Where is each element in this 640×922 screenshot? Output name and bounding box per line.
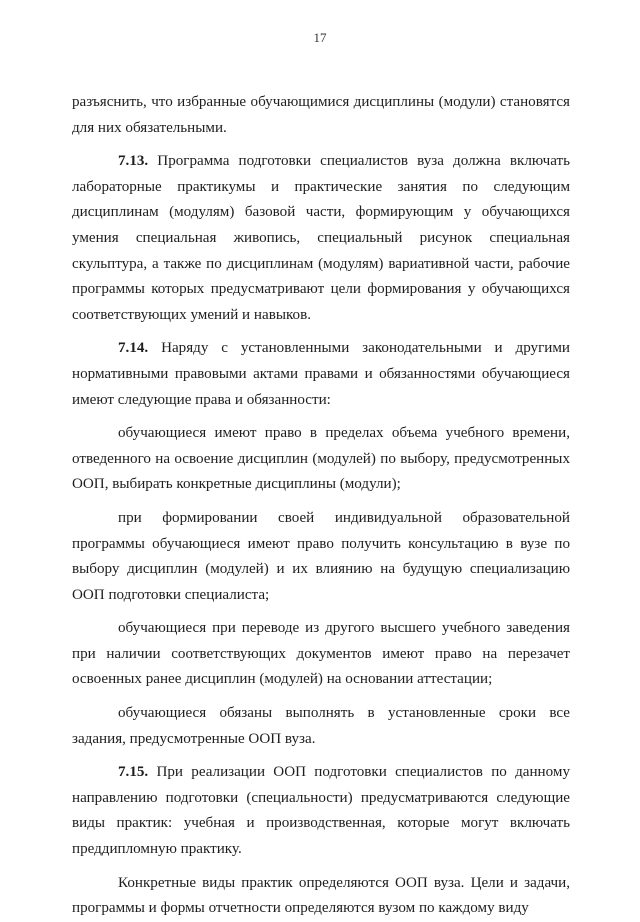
section-number: 7.15.: [118, 764, 149, 781]
paragraph-text: Программа подготовки специалистов вуза должна включать лабораторные практикумы и практические занятия по следующим дисциплинам (модулям) базовой части, формирующим у обучающихся умения специальная живопись, специальный рисунок специальная скульптура, а также по дисциплинам (модулям) вариативной части, рабочие программы которых предусматривают цели формирования у обучающихся соответствующих умений и навыков.: [72, 153, 570, 323]
paragraph-spacer: [72, 498, 570, 506]
paragraph-spacer: [72, 863, 570, 871]
paragraph-text: обучающиеся имеют право в пределах объема учебного времени, отведенного на освоение дисциплин (модулей) по выбору, предусмотренных ООП, выбирать конкретные дисциплины (модули);: [72, 425, 570, 493]
paragraph-text: при формировании своей индивидуальной образовательной программы обучающиеся имеют право получить консультацию в вузе по выбору дисциплин (модулей) и их влиянию на будущую специализацию ООП подготовки специалиста;: [72, 509, 570, 603]
paragraph-p2: [72, 336, 570, 413]
paragraph-text: обучающиеся обязаны выполнять в установленные сроки все задания, предусмотренные ООП вуза.: [72, 705, 570, 747]
document-body: [72, 90, 570, 922]
paragraph-text: Конкретные виды практик определяются ООП вуза. Цели и задачи, программы и формы отчетности определяются вузом по каждому виду: [72, 874, 570, 917]
paragraph-spacer: [72, 752, 570, 760]
paragraph-p8: [72, 871, 570, 922]
paragraph-spacer: [72, 141, 570, 149]
paragraph-p0: [72, 90, 570, 141]
paragraph-p1: [72, 149, 570, 328]
paragraph-text: При реализации ООП подготовки специалистов по данному направлению подготовки (специальности) предусматриваются следующие виды практик: учебная и производственная, которые могут включать преддипломную практику.: [72, 764, 570, 858]
paragraph-p3: [72, 421, 570, 498]
paragraph-spacer: [72, 693, 570, 701]
paragraph-spacer: [72, 328, 570, 336]
paragraph-p7: [72, 760, 570, 862]
paragraph-text: Наряду с установленными законодательными и другими нормативными правовыми актами правами и обязанностями обучающиеся имеют следующие права и обязанности:: [72, 340, 570, 408]
paragraph-text: обучающиеся при переводе из другого высшего учебного заведения при наличии соответствующих документов имеют право на перезачет освоенных ранее дисциплин (модулей) на основании аттестации;: [72, 620, 570, 688]
section-number: 7.13.: [118, 153, 149, 170]
page-number: 17: [313, 30, 327, 45]
section-number: 7.14.: [118, 340, 149, 357]
paragraph-p4: [72, 506, 570, 608]
paragraph-p6: [72, 701, 570, 752]
paragraph-p5: [72, 616, 570, 693]
paragraph-spacer: [72, 413, 570, 421]
paragraph-text: разъяснить, что избранные обучающимися дисциплины (модули) становятся для них обязательными.: [72, 94, 570, 136]
paragraph-spacer: [72, 608, 570, 616]
